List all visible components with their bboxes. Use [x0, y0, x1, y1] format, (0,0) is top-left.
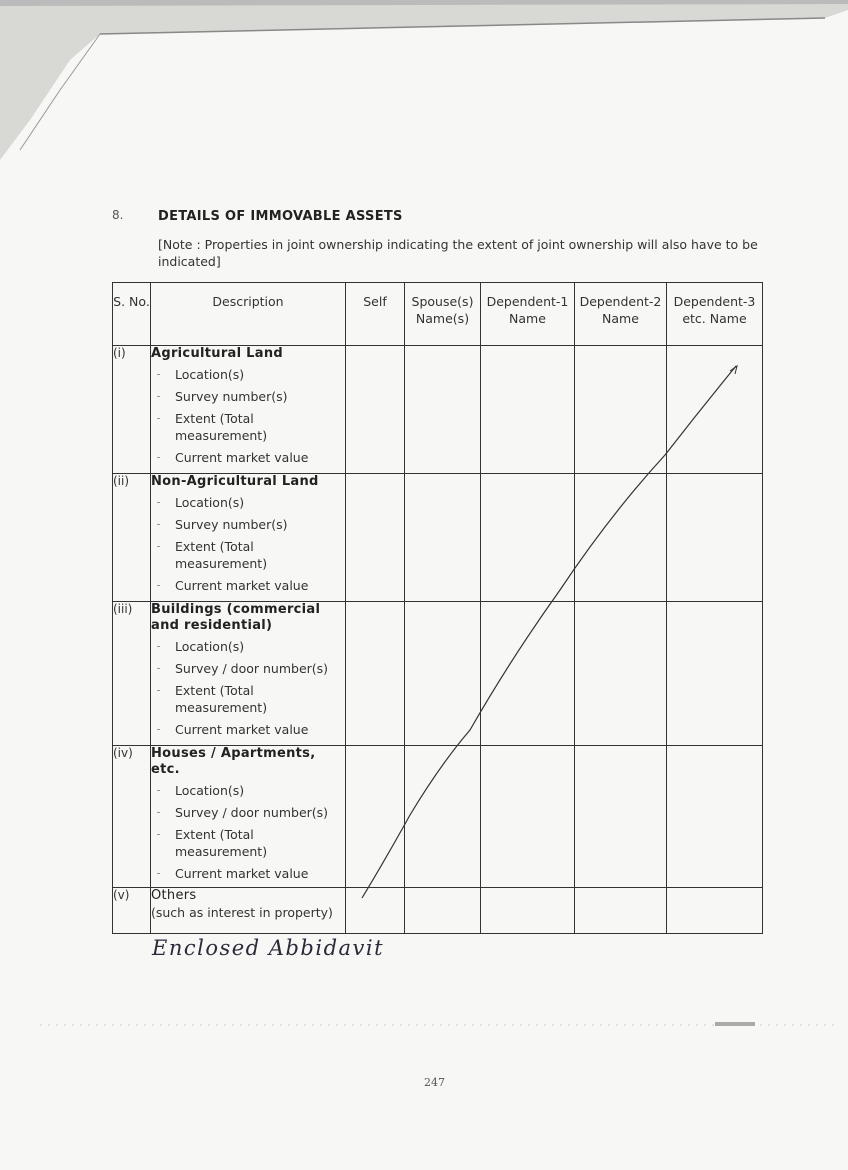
row-title: Others	[151, 888, 197, 903]
cell-spouse	[405, 602, 481, 746]
row-title: Agricultural Land	[151, 346, 284, 361]
row-description	[151, 888, 346, 934]
cell-self	[346, 474, 405, 602]
row-item: Extent (Total measurement)	[175, 682, 345, 716]
row-title: Non-Agricultural Land	[151, 474, 319, 489]
cell-self	[346, 746, 405, 888]
cell-dependent-1	[481, 346, 575, 474]
cell-dependent-2	[575, 602, 667, 746]
header-sno: S. No.	[113, 283, 151, 346]
cell-dependent-1	[481, 888, 575, 934]
cell-spouse	[405, 346, 481, 474]
row-item: Location(s)	[175, 638, 345, 655]
row-item: Location(s)	[175, 494, 345, 511]
row-sno: (v)	[113, 888, 151, 934]
row-item: Location(s)	[175, 366, 345, 383]
cell-dependent-3	[667, 602, 763, 746]
header-spouse: Spouse(s) Name(s)	[405, 283, 481, 346]
cell-dependent-1	[481, 746, 575, 888]
header-dependent-3: Dependent-3 etc. Name	[667, 283, 763, 346]
header-self: Self	[346, 283, 405, 346]
cell-self	[346, 888, 405, 934]
table-row	[113, 346, 763, 474]
scan-noise	[40, 1022, 840, 1028]
row-item: Current market value	[175, 865, 345, 882]
table-row	[113, 602, 763, 746]
page-number: 247	[424, 1076, 445, 1089]
cell-dependent-2	[575, 346, 667, 474]
row-item: Survey number(s)	[175, 516, 345, 533]
scan-fold-shadow	[0, 0, 848, 200]
cell-dependent-3	[667, 474, 763, 602]
header-dependent-1: Dependent-1 Name	[481, 283, 575, 346]
handwritten-note: Enclosed Abbidavit	[152, 936, 385, 960]
row-subtitle: (such as interest in property)	[151, 905, 333, 920]
row-item: Current market value	[175, 721, 345, 738]
cell-dependent-3	[667, 888, 763, 934]
immovable-assets-table	[112, 282, 763, 934]
header-dependent-2: Dependent-2 Name	[575, 283, 667, 346]
row-item: Current market value	[175, 449, 345, 466]
row-description	[151, 746, 346, 888]
cell-dependent-1	[481, 474, 575, 602]
row-description	[151, 602, 346, 746]
cell-spouse	[405, 746, 481, 888]
cell-spouse	[405, 888, 481, 934]
table-row	[113, 474, 763, 602]
table-row	[113, 888, 763, 934]
section-number: 8.	[112, 208, 124, 222]
cell-dependent-3	[667, 346, 763, 474]
row-sno: (ii)	[113, 474, 151, 602]
row-item: Survey / door number(s)	[175, 660, 345, 677]
row-item: Current market value	[175, 577, 345, 594]
row-item: Extent (Total measurement)	[175, 538, 345, 572]
table-row	[113, 746, 763, 888]
cell-self	[346, 346, 405, 474]
cell-dependent-2	[575, 746, 667, 888]
cell-dependent-3	[667, 746, 763, 888]
row-title: Buildings (commercial and residential)	[151, 602, 321, 633]
row-item: Extent (Total measurement)	[175, 826, 345, 860]
row-item: Survey / door number(s)	[175, 804, 345, 821]
cell-dependent-2	[575, 888, 667, 934]
section-title: DETAILS OF IMMOVABLE ASSETS	[158, 209, 403, 224]
cell-dependent-2	[575, 474, 667, 602]
row-sno: (i)	[113, 346, 151, 474]
cell-spouse	[405, 474, 481, 602]
row-item: Location(s)	[175, 782, 345, 799]
row-item: Survey number(s)	[175, 388, 345, 405]
row-sno: (iv)	[113, 746, 151, 888]
section-note: [Note : Properties in joint ownership indicating the extent of joint ownership will also have to be indicated]	[158, 237, 758, 269]
cell-self	[346, 602, 405, 746]
row-item: Extent (Total measurement)	[175, 410, 345, 444]
cell-dependent-1	[481, 602, 575, 746]
row-description	[151, 474, 346, 602]
row-title: Houses / Apartments, etc.	[151, 746, 316, 777]
row-description	[151, 346, 346, 474]
header-description: Description	[151, 283, 346, 346]
row-sno: (iii)	[113, 602, 151, 746]
table-header-row	[113, 283, 763, 346]
